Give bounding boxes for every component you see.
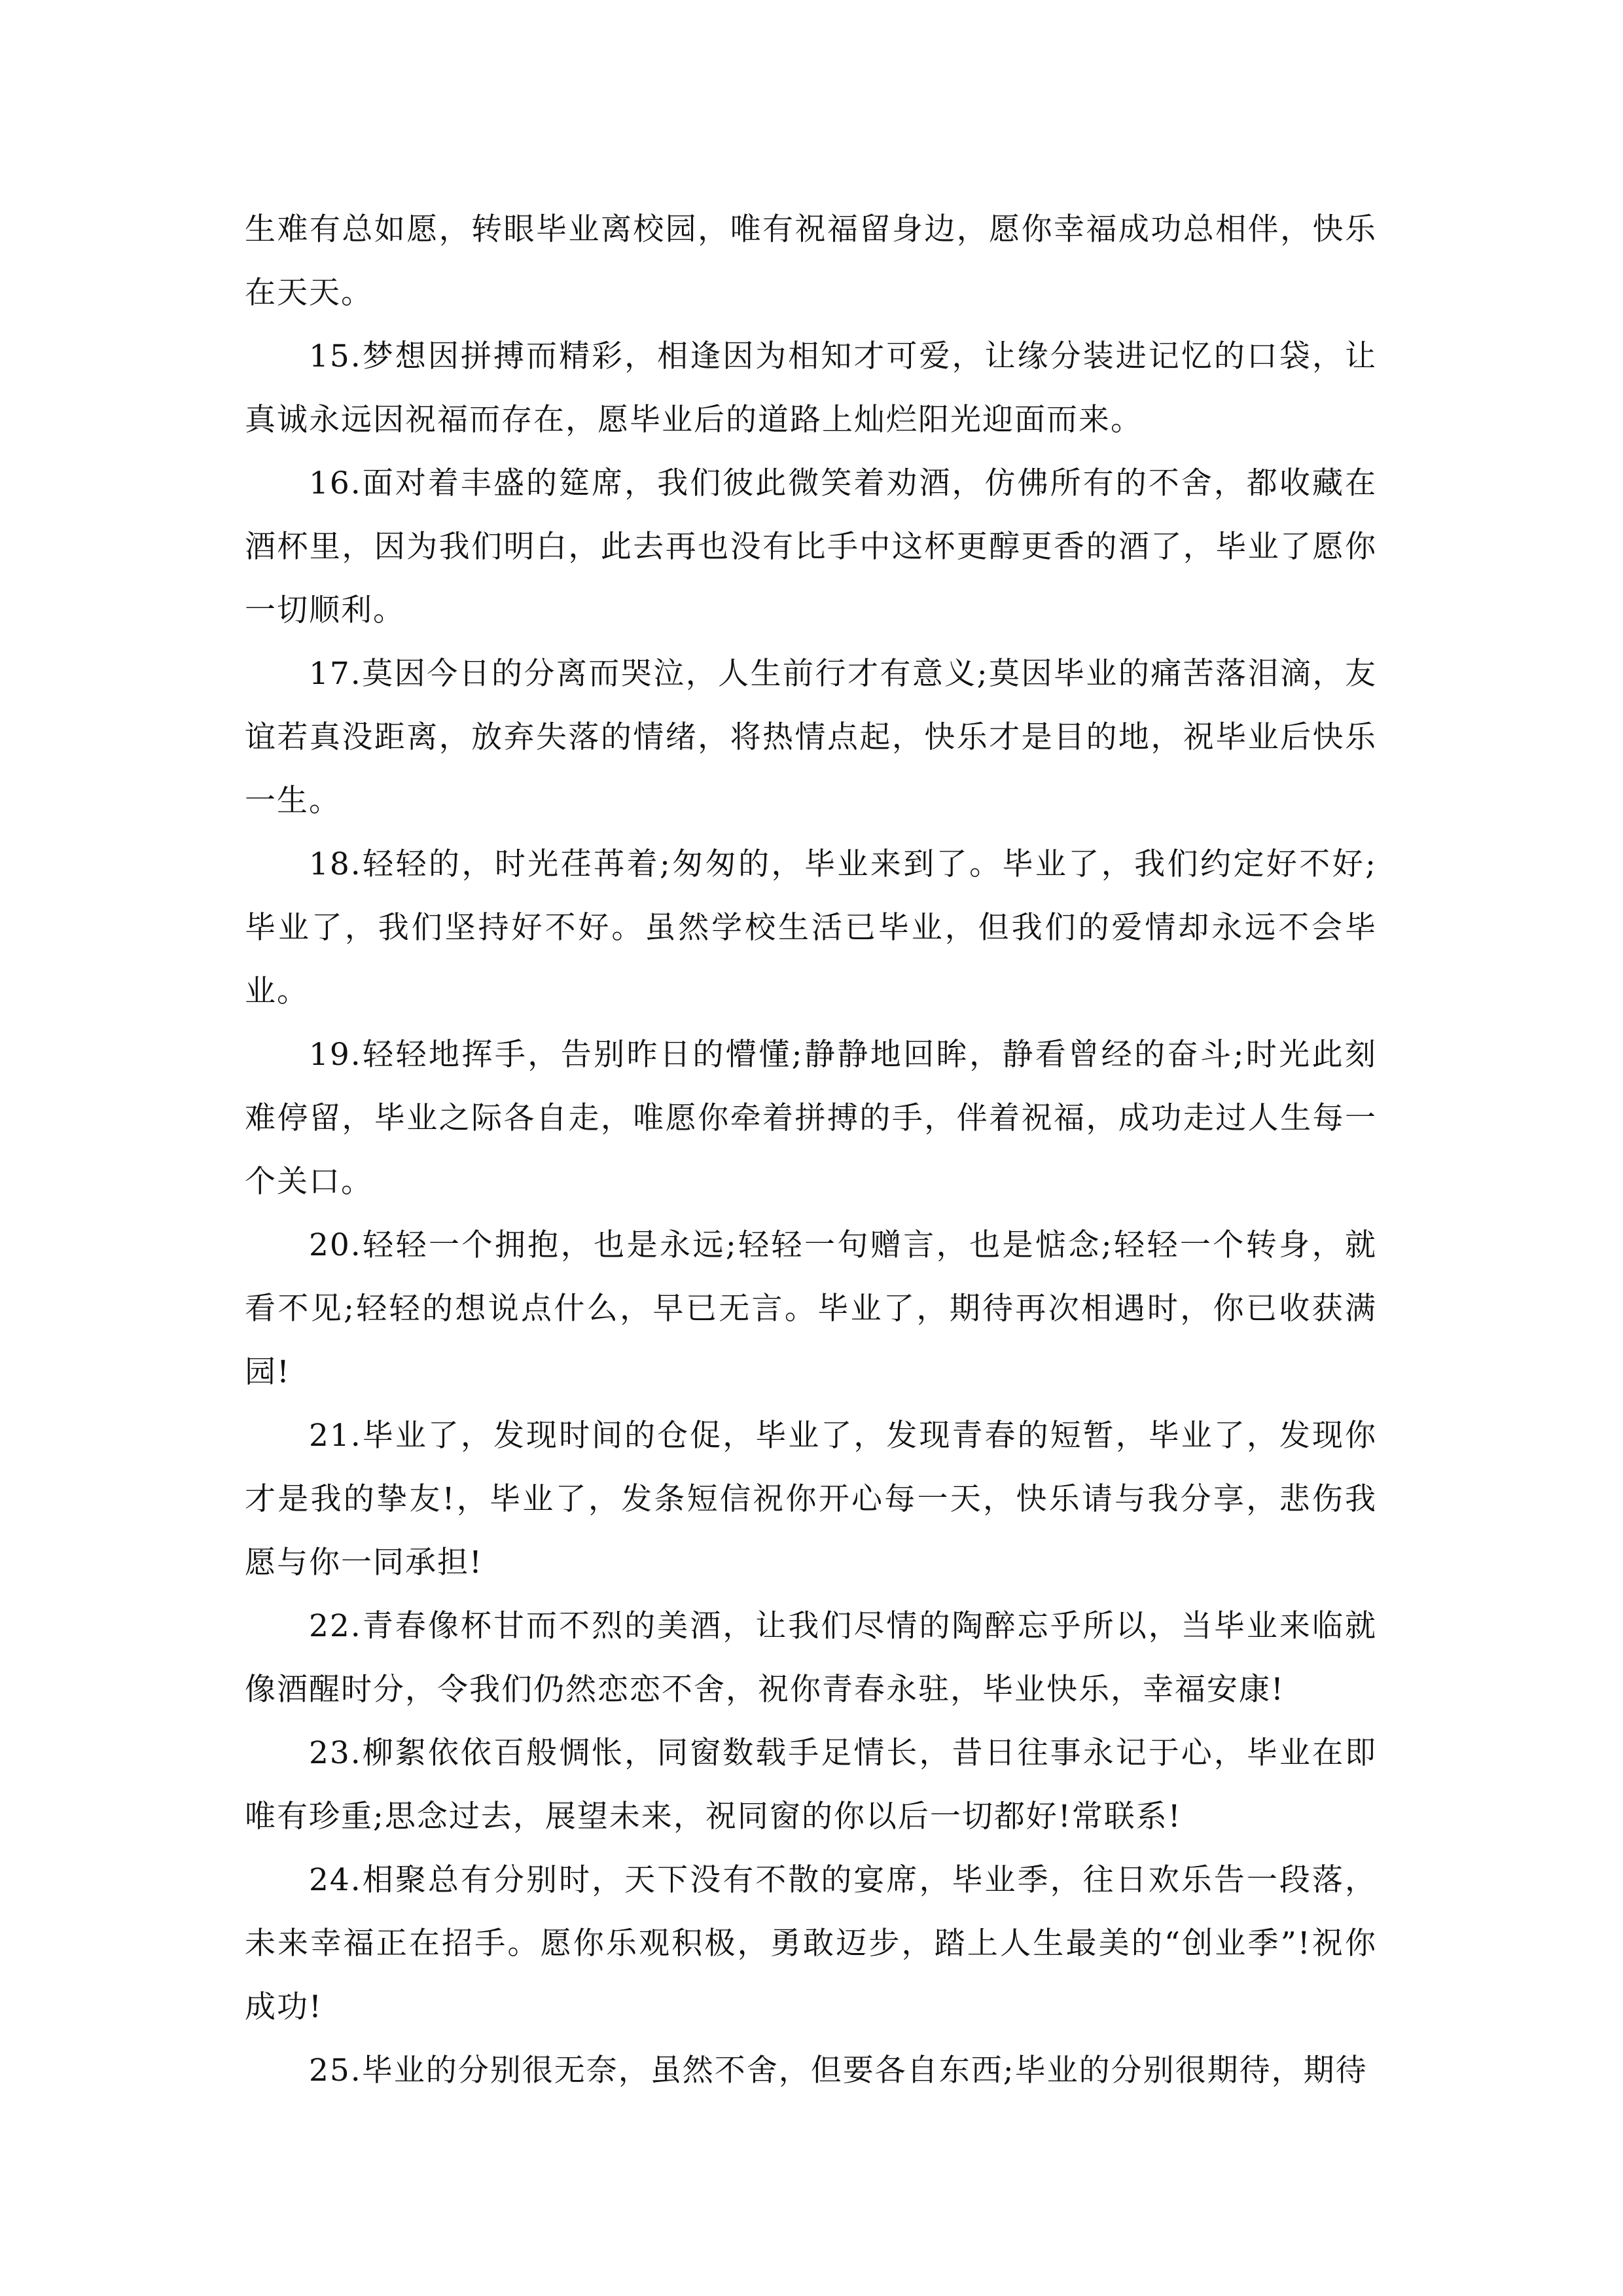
paragraph-17: 17.莫因今日的分离而哭泣，人生前行才有意义;莫因毕业的痛苦落泪滴，友谊若真没距离，放弃失落的情绪，将热情点起，快乐才是目的地，祝毕业后快乐一生。 xyxy=(245,656,1377,819)
paragraph-22: 22.青春像杯甘而不烈的美酒，让我们尽情的陶醉忘乎所以，当毕业来临就像酒醒时分，令我们仍然恋恋不舍，祝你青春永驻，毕业快乐，幸福安康! xyxy=(245,1608,1377,1708)
paragraph-18: 18.轻轻的，时光荏苒着;匆匆的，毕业来到了。毕业了，我们约定好不好;毕业了，我们坚持好不好。虽然学校生活已毕业，但我们的爱情却永远不会毕业。 xyxy=(245,846,1377,1009)
paragraph-21: 21.毕业了，发现时间的仓促，毕业了，发现青春的短暂，毕业了，发现你才是我的挚友!，毕业了，发条短信祝你开心每一天，快乐请与我分享，悲伤我愿与你一同承担! xyxy=(245,1418,1377,1581)
paragraph-25: 25.毕业的分别很无奈，虽然不舍，但要各自东西;毕业的分别很期待，期待 xyxy=(309,2053,1368,2089)
paragraph-14-continued: 生难有总如愿，转眼毕业离校园，唯有祝福留身边，愿你幸福成功总相伴，快乐在天天。 xyxy=(245,211,1377,311)
document-body xyxy=(245,198,1377,2102)
paragraph-20: 20.轻轻一个拥抱，也是永远;轻轻一句赠言，也是惦念;轻轻一个转身，就看不见;轻轻的想说点什么，早已无言。毕业了，期待再次相遇时，你已收获满园! xyxy=(245,1227,1377,1390)
paragraph-16: 16.面对着丰盛的筵席，我们彼此微笑着劝酒，仿佛所有的不舍，都收藏在酒杯里，因为我们明白，此去再也没有比手中这杯更醇更香的酒了，毕业了愿你一切顺利。 xyxy=(245,465,1377,628)
paragraph-23: 23.柳絮依依百般惆怅，同窗数载手足情长，昔日往事永记于心，毕业在即唯有珍重;思念过去，展望未来，祝同窗的你以后一切都好!常联系! xyxy=(245,1735,1377,1835)
paragraph-24: 24.相聚总有分别时，天下没有不散的宴席，毕业季，往日欢乐告一段落，未来幸福正在招手。愿你乐观积极，勇敢迈步，踏上人生最美的“创业季”!祝你成功! xyxy=(245,1862,1377,2025)
paragraph-15: 15.梦想因拼搏而精彩，相逢因为相知才可爱，让缘分装进记忆的口袋，让真诚永远因祝福而存在，愿毕业后的道路上灿烂阳光迎面而来。 xyxy=(245,338,1377,438)
paragraph-19: 19.轻轻地挥手，告别昨日的懵懂;静静地回眸，静看曾经的奋斗;时光此刻难停留，毕业之际各自走，唯愿你牵着拼搏的手，伴着祝福，成功走过人生每一个关口。 xyxy=(245,1037,1377,1200)
